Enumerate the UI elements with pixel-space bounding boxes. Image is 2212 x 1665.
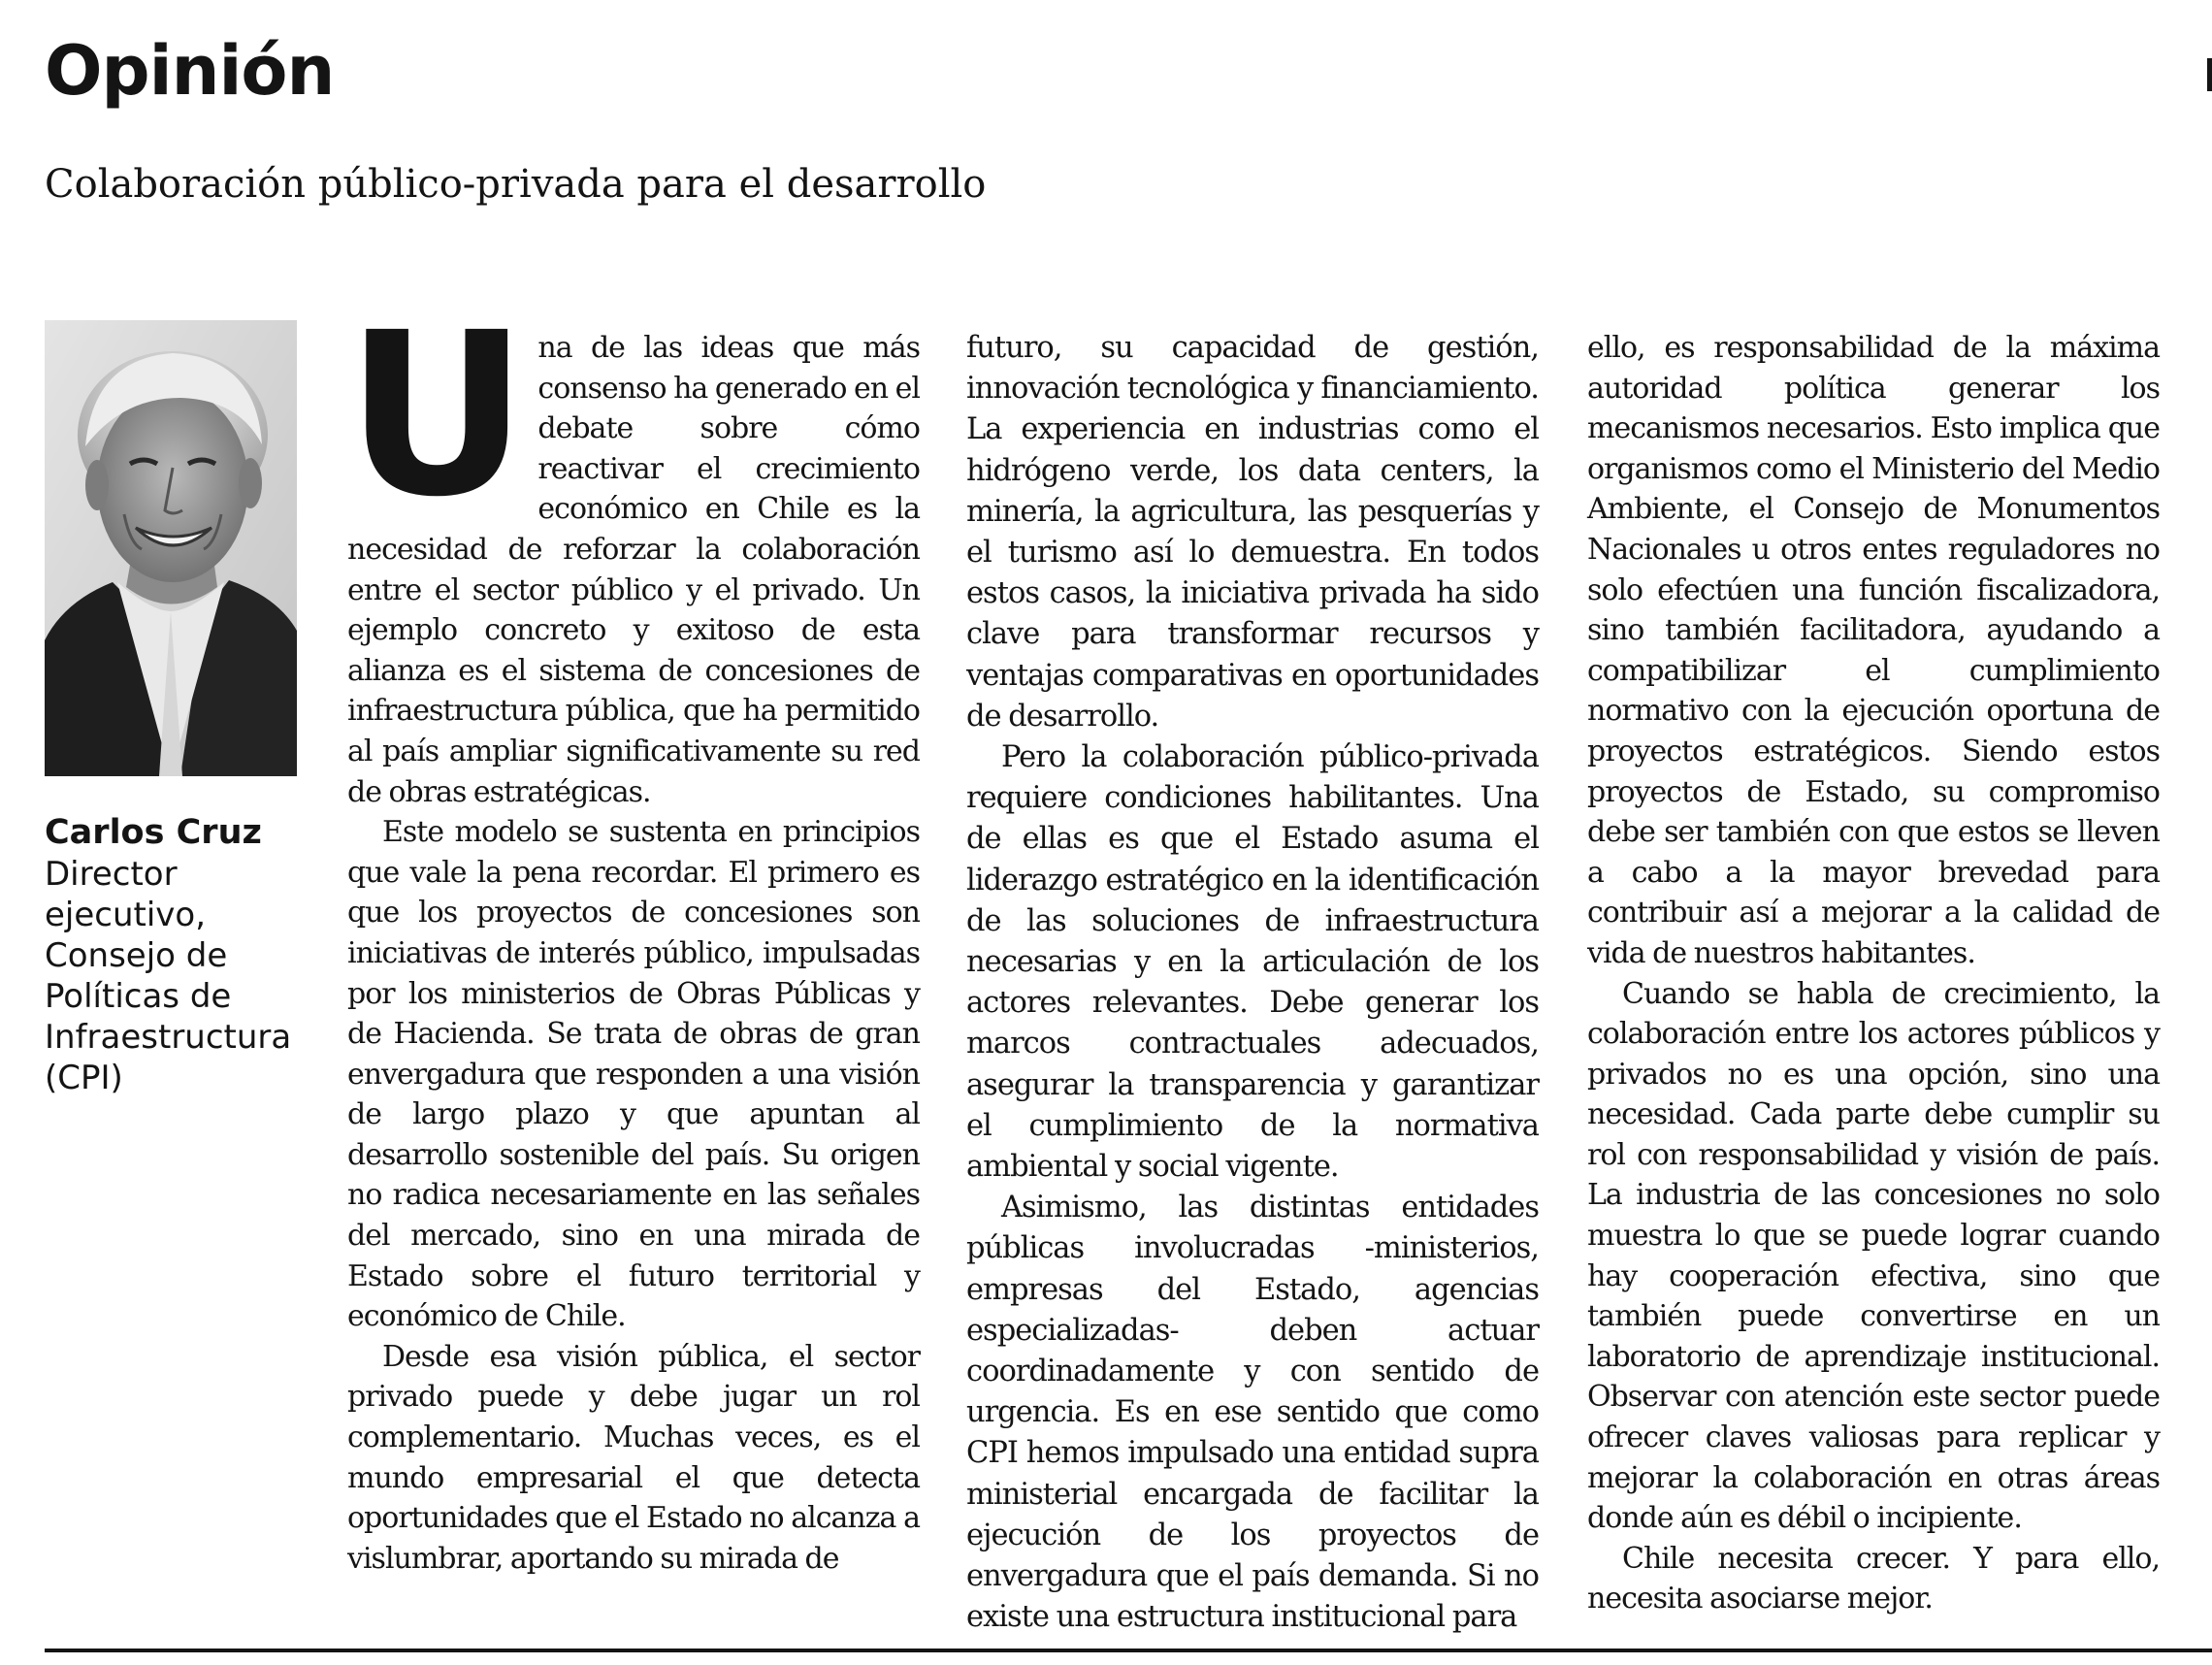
author-name: Carlos Cruz bbox=[45, 813, 262, 852]
page-edge-mark bbox=[2207, 58, 2212, 91]
section-label: Opinión bbox=[45, 31, 335, 111]
author-photo bbox=[45, 320, 297, 776]
author-portrait-image bbox=[45, 320, 297, 776]
article-paragraph: Chile necesita crecer. Y para ello, necesita asociarse mejor. bbox=[1587, 1541, 2160, 1616]
article-column-2 bbox=[966, 328, 1539, 1639]
article-column-3 bbox=[1587, 328, 2160, 1619]
article-column-1 bbox=[345, 284, 920, 1579]
article-paragraph: Desde esa visión pública, el sector privado puede y debe jugar un rol complementario. Muchas veces, es el mundo empresarial el que detecta oportunidades que el Estado no alcanza a vislumbrar, aportando su mirada de bbox=[347, 1339, 920, 1576]
article-paragraph: Cuando se habla de crecimiento, la colaboración entre los actores públicos y privados no es una opción, sino una necesidad. Cada parte debe cumplir su rol con responsabilidad y visión de país. La industria de las concesiones no solo muestra lo que se puede lograr cuando hay cooperación efectiva, sino que también puede convertirse en un laboratorio de aprendizaje institucional. Observar con atención este sector puede ofrecer claves valiosas para replicar y mejorar la colaboración en otras áreas donde aún es débil o incipiente. bbox=[1587, 976, 2160, 1536]
drop-cap: U bbox=[345, 284, 521, 546]
headline: Colaboración público-privada para el desarrollo bbox=[45, 162, 987, 207]
article-paragraph: na de las ideas que más consenso ha generado en el debate sobre cómo reactivar el crecimiento económico en Chile es la necesidad de reforzar la colaboración entre el sector público y el privado. Un ejemplo concreto y exitoso de esta alianza es el sistema de concesiones de infraestructura pública, que ha permitido al país ampliar significativamente su red de obras estratégicas. bbox=[347, 331, 920, 809]
bottom-rule bbox=[45, 1649, 2212, 1652]
author-role: Director ejecutivo, Consejo de Políticas de Infraestructura (CPI) bbox=[45, 855, 292, 1097]
article-paragraph: Asimismo, las distintas entidades públicas involucradas -ministerios, empresas del Estado, agencias especializadas- deben actuar coordinadamente y con sentido de urgencia. Es en ese sentido que como CPI hemos impulsado una entidad supra ministerial encargada de facilitar la ejecución de los proyectos de envergadura que el país demanda. Si no existe una estructura institucional para bbox=[966, 1191, 1539, 1635]
article-paragraph: ello, es responsabilidad de la máxima autoridad política generar los mecanismos necesarios. Esto implica que organismos como el Ministerio del Medio Ambiente, el Consejo de Monumentos Nacionales u otros entes reguladores no solo efectúen una función fiscalizadora, sino también facilitadora, ayudando a compatibilizar el cumplimiento normativo con la ejecución oportuna de proyectos estratégicos. Siendo estos proyectos de Estado, su compromiso debe ser también con que estos se lleven a cabo a la mayor brevedad para contribuir así a mejorar a la calidad de vida de nuestros habitantes. bbox=[1587, 331, 2160, 970]
article-paragraph: Pero la colaboración público-privada requiere condiciones habilitantes. Una de ellas es que el Estado asuma el liderazgo estratégico en la identificación de las soluciones de infraestructura necesarias y en la articulación de los actores relevantes. Debe generar los marcos contractuales adecuados, asegurar la transparencia y garantizar el cumplimiento de la normativa ambiental y social vigente. bbox=[966, 740, 1539, 1185]
article-paragraph: futuro, su capacidad de gestión, innovación tecnológica y financiamiento. La experiencia en industrias como el hidrógeno verde, los data centers, la minería, la agricultura, las pesquerías y el turismo así lo demuestra. En todos estos casos, la iniciativa privada ha sido clave para transformar recursos y ventajas comparativas en oportunidades de desarrollo. bbox=[966, 331, 1539, 734]
article-paragraph: Este modelo se sustenta en principios que vale la pena recordar. El primero es que los proyectos de concesiones son iniciativas de interés público, impulsadas por los ministerios de Obras Públicas y de Hacienda. Se trata de obras de gran envergadura que responden a una visión de largo plazo y que apuntan al desarrollo sostenible del país. Su origen no radica necesariamente en las señales del mercado, sino en una mirada de Estado sobre el futuro territorial y económico de Chile. bbox=[347, 815, 920, 1334]
